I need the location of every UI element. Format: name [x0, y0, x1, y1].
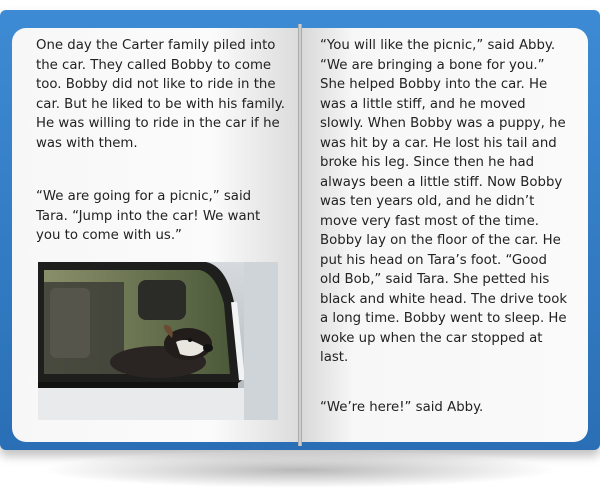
book-spine — [298, 24, 302, 446]
left-page-paragraph-1: One day the Carter family piled into the car. They called Bobby to come too. Bobby did not like to ride in the car. But he liked to be with his family. He was willing to ride in the car if he was with them. — [36, 38, 285, 151]
right-page-paragraph-2: “We’re here!” said Abby. — [320, 400, 484, 415]
dog-in-car-photo — [38, 262, 278, 420]
book-shadow — [40, 452, 560, 488]
dog-in-car-illustration — [38, 262, 278, 420]
left-page-paragraph-2: “We are going for a picnic,” said Tara. “Jump into the car! We want you to come with us.” — [36, 189, 261, 243]
right-page-paragraph-1: “You will like the picnic,” said Abby. “We are bringing a bone for you.” She helped Bobby into the car. He was a little stiff, and he moved slowly. When Bobby was a puppy, he was hit by a car. He lost his tail and broke his leg. Since then he had always been a little stiff. Now Bobby was ten years old, and he didn’t move very fast most of the time. Bobby lay on the floor of the car. He put his head on Tara’s foot. “Good old Bob,” said Tara. She petted his black and white head. The drive took a long time. Bobby went to sleep. He woke up when the car stopped at last. — [320, 38, 568, 365]
